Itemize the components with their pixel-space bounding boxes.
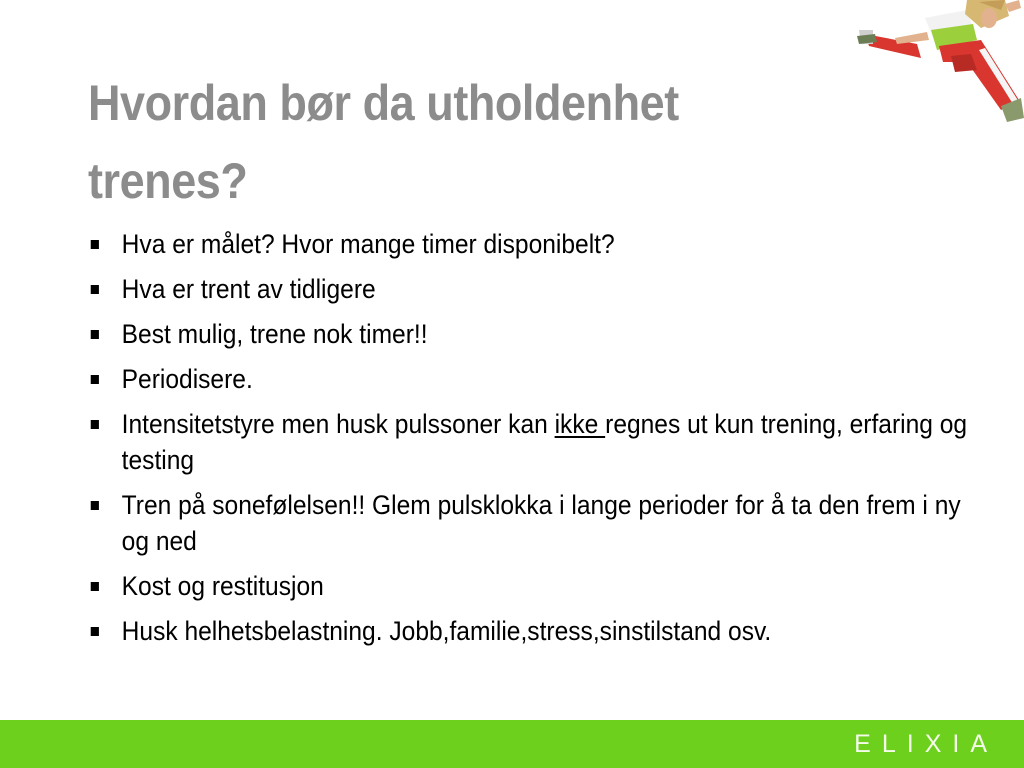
- bullet-item: [88, 613, 968, 649]
- bullet-text: Hva er trent av tidligere: [121, 274, 376, 304]
- bullet-text-underlined: ikke: [554, 409, 606, 439]
- brand-logo: ELIXIA: [854, 730, 998, 758]
- bullet-item: [88, 316, 968, 352]
- bullet-item: [88, 226, 968, 262]
- bullet-item: [88, 568, 968, 604]
- bullet-item: [88, 361, 968, 397]
- square-bullet-icon: [91, 375, 99, 384]
- square-bullet-icon: [91, 582, 99, 591]
- square-bullet-icon: [91, 501, 99, 510]
- bullet-text: Tren på sonefølelsen!! Glem pulsklokka i lange perioder for å ta den frem i ny og ned: [121, 490, 961, 556]
- bullet-item: [88, 406, 968, 478]
- square-bullet-icon: [91, 285, 99, 294]
- bullet-text-after: regnes ut kun trening, erfaring og testing: [121, 409, 968, 475]
- bullet-list: [88, 226, 978, 658]
- square-bullet-icon: [91, 627, 99, 636]
- slide-title: Hvordan bør da utholdenhet trenes?: [88, 75, 679, 209]
- square-bullet-icon: [91, 240, 99, 249]
- bullet-text: Best mulig, trene nok timer!!: [121, 319, 428, 349]
- bullet-item: [88, 271, 968, 307]
- bullet-text: Periodisere.: [121, 364, 253, 394]
- bullet-text-before: Intensitetstyre men husk pulssoner kan: [121, 409, 555, 439]
- bullet-text: Hva er målet? Hvor mange timer disponibelt?: [121, 229, 615, 259]
- footer-bar: [0, 720, 1024, 768]
- square-bullet-icon: [91, 420, 99, 429]
- bullet-text: Kost og restitusjon: [121, 571, 324, 601]
- bullet-text: Husk helhetsbelastning. Jobb,familie,stress,sinstilstand osv.: [121, 616, 772, 646]
- bullet-item: [88, 487, 968, 559]
- square-bullet-icon: [91, 330, 99, 339]
- jumping-athlete-image: [855, 0, 1024, 122]
